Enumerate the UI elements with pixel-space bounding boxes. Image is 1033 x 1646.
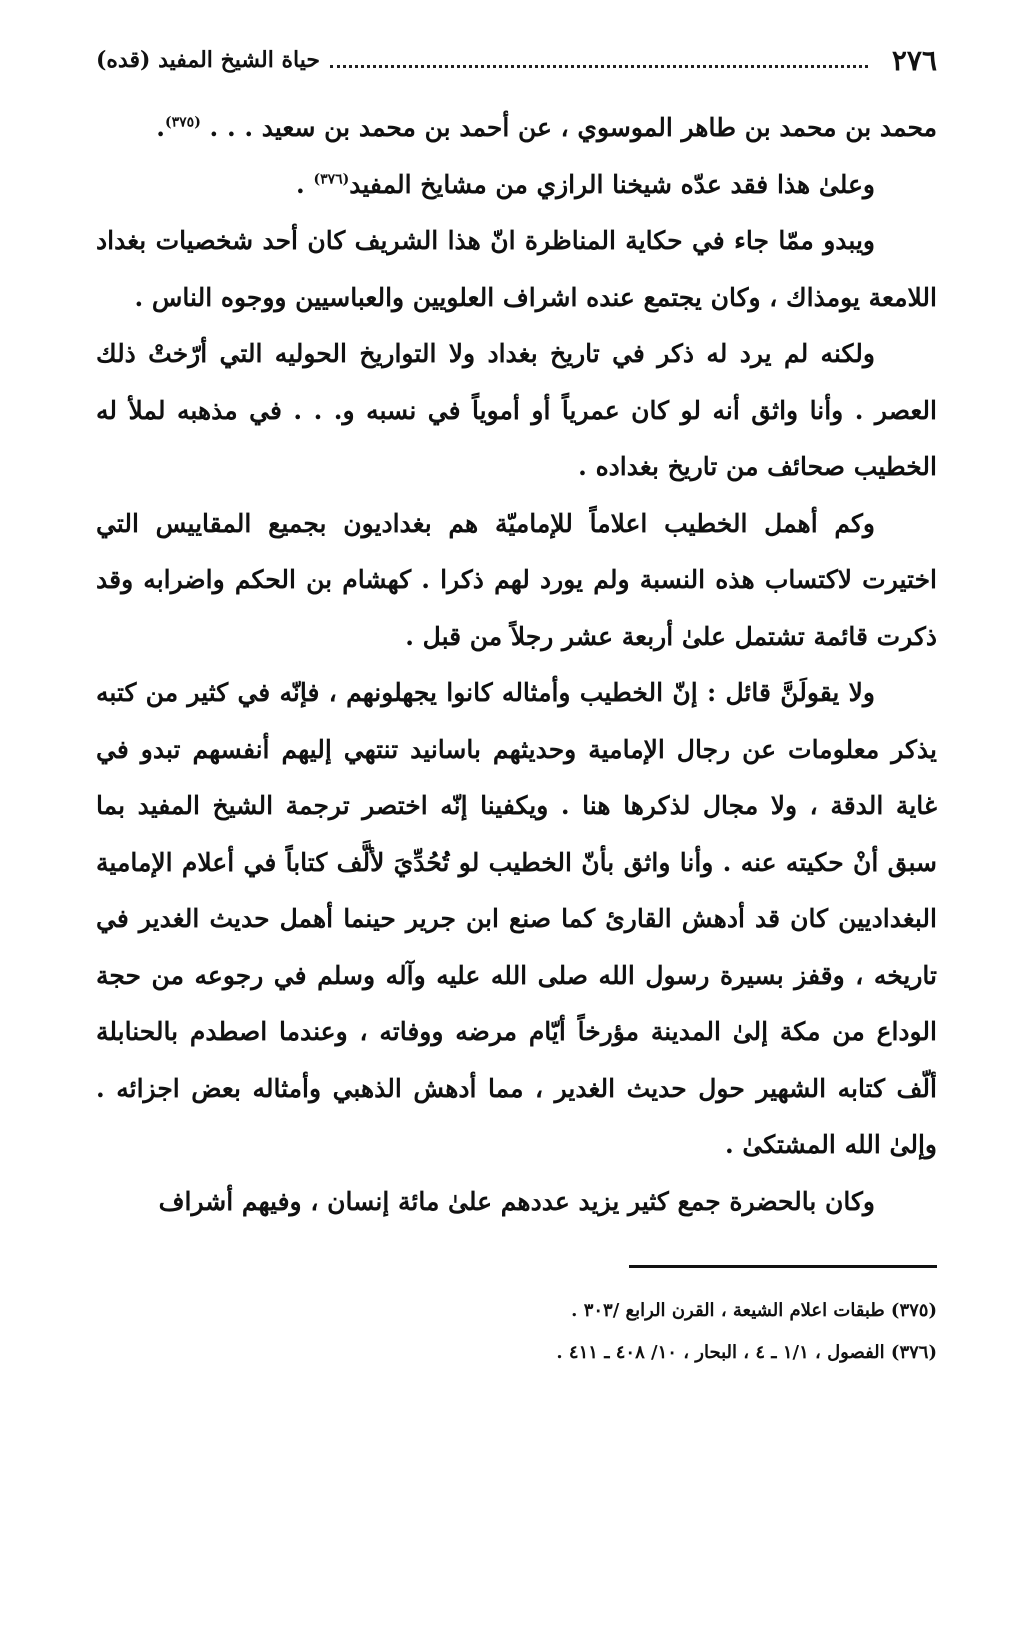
footnote-separator [629, 1265, 937, 1268]
paragraph [96, 157, 937, 214]
sentence-end: . [156, 113, 165, 142]
paragraph-text: وعلىٰ هذا فقد عدّه شيخنا الرازي من مشايخ المفيد [349, 169, 875, 199]
page-number: ٢٧٦ [891, 43, 937, 77]
dot-leader [330, 65, 868, 68]
paragraph: ولكنه لم يرد له ذكر في تاريخ بغداد ولا التواريخ الحوليه التي أرّختْ ذلك العصر . وأنا واثق أنه لو كان عمرياً أو أموياً في نسبه و. . . في مذهبه لملأ له الخطيب صحائف من تاريخ بغداده . [96, 339, 937, 481]
footnote-375: (٣٧٥) طبقات اعلام الشيعة ، القرن الرابع /٣٠٣ . [571, 1300, 937, 1321]
paragraph: وكم أهمل الخطيب اعلاماً للإماميّة هم بغداديون بجميع المقاييس التي اختيرت لاكتساب هذه النسبة ولم يورد لهم ذكرا . كهشام بن الحكم واضرابه وقد ذكرت قائمة تشتمل علىٰ أربعة عشر رجلاً من قبل . [96, 508, 937, 651]
footnote-ref-376: (٣٧٦) [313, 171, 350, 188]
running-header [96, 40, 937, 80]
paragraph: ويبدو ممّا جاء في حكاية المناظرة انّ هذا الشريف كان أحد شخصيات بغداد اللامعة يومذاك ، وكان يجتمع عنده اشراف العلويين والعباسيين ووجوه الناس . [96, 226, 937, 312]
book-title: حياة الشيخ المفيد (قده) [96, 47, 320, 73]
footnotes [96, 1290, 937, 1374]
sentence-end: . [296, 169, 305, 199]
body-text [96, 100, 937, 1230]
paragraph: وكان بالحضرة جمع كثير يزيد عددهم علىٰ مائة إنسان ، وفيهم أشراف [158, 1186, 875, 1216]
paragraph: ولا يقولَنَّ قائل : إنّ الخطيب وأمثاله كانوا يجهلونهم ، فإنّه في كثير من كتبه يذكر معلومات عن رجال الإمامية وحديثهم باسانيد تنتهي إليهم أنفسهم تبدو في غاية الدقة ، ولا مجال لذكرها هنا . ويكفينا إنّه اختصر ترجمة الشيخ المفيد بما سبق أنْ حكيته عنه . وأنا واثق بأنّ الخطيب لو تُحُدِّيَ لألَّف كتاباً في أعلام الإمامية البغداديين كان قد أدهش القارئ كما صنع ابن جرير حينما أهمل حديث الغدير في تاريخه ، وقفز بسيرة رسول الله صلى الله عليه وآله وسلم في رجوعه من حجة الوداع من مكة إلىٰ المدينة مؤرخاً أيّام مرضه ووفاته ، وعندما اصطدم بالحنابلة ألّف كتابه الشهير حول حديث الغدير ، مما أدهش الذهبي وأمثاله بعض اجزائه . وإلىٰ الله المشتكىٰ . [96, 678, 937, 1159]
paragraph-text: محمد بن محمد بن طاهر الموسوي ، عن أحمد بن محمد بن سعيد . . . [209, 113, 937, 142]
paragraph-continuation [96, 100, 937, 157]
footnote-ref-375: (٣٧٥) [165, 114, 201, 131]
footnote-376: (٣٧٦) الفصول ، ١/١ ـ ٤ ، البحار ، ١٠/ ٤٠٨ ـ ٤١١ . [556, 1342, 937, 1363]
